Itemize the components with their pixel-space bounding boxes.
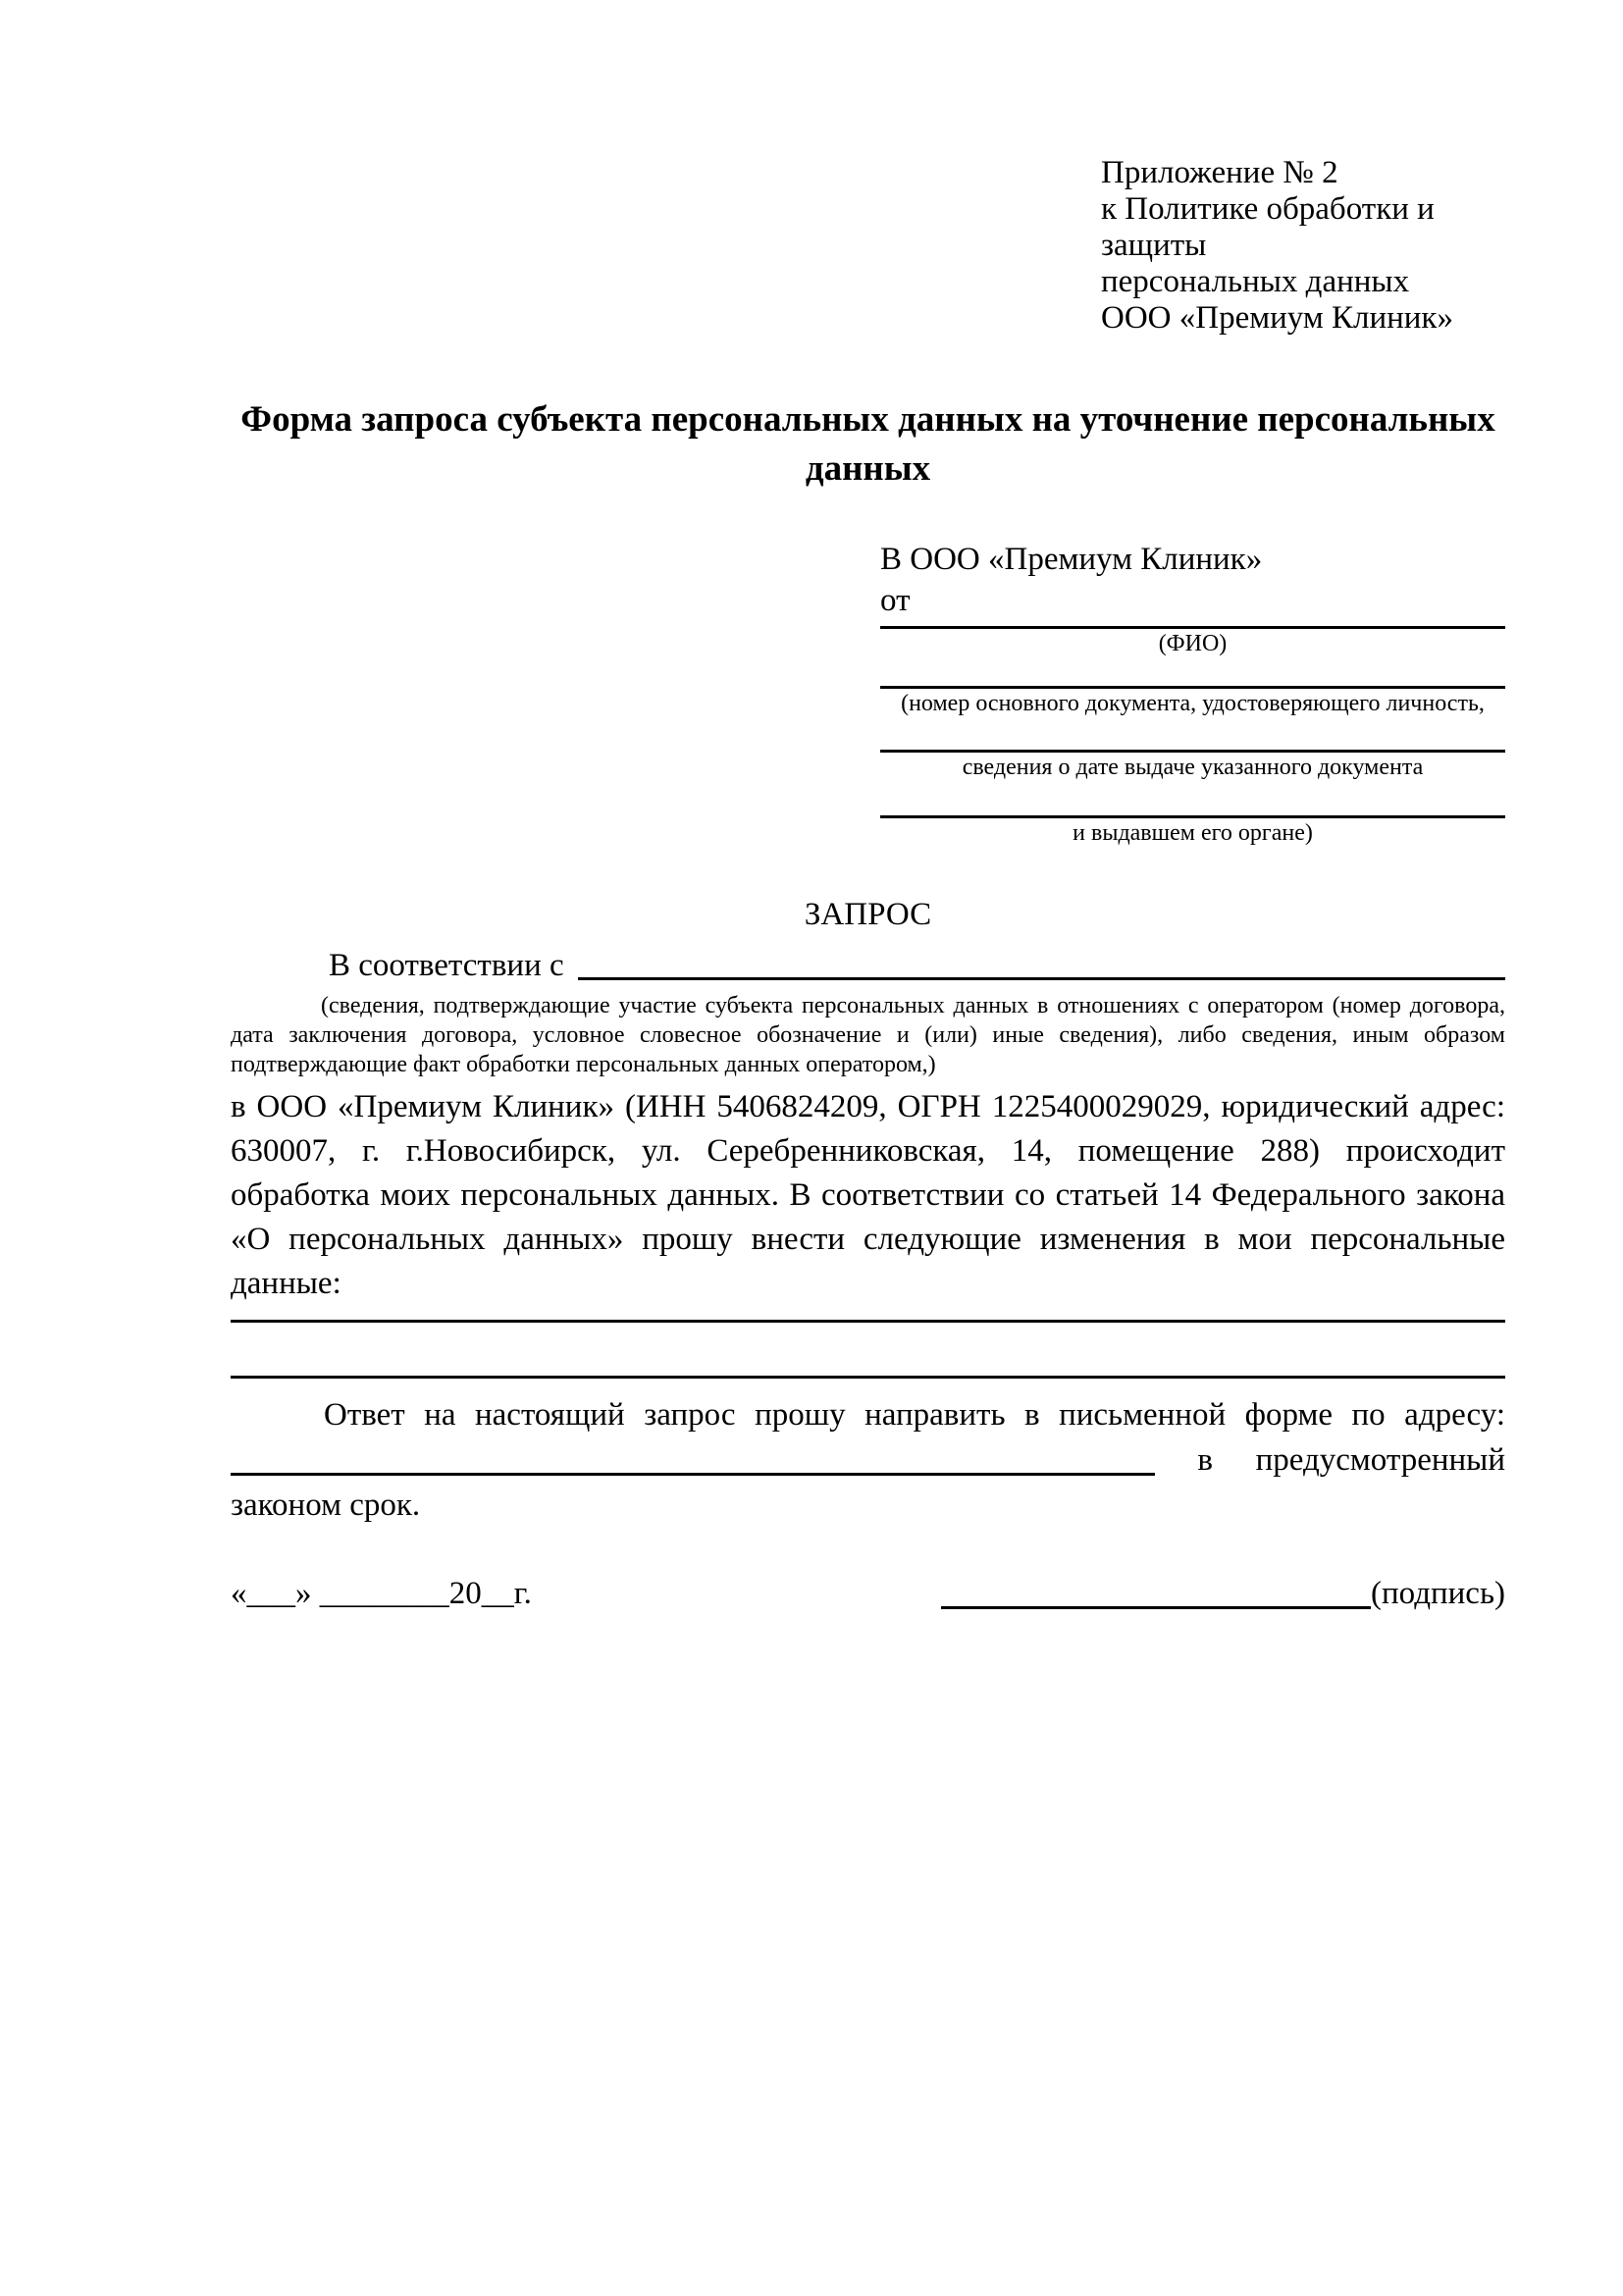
- annex-line: персональных данных: [1101, 264, 1410, 299]
- annex-block: [1101, 155, 1505, 337]
- addressee-block: [880, 539, 1505, 848]
- basis-label: В соответствии с: [329, 948, 564, 983]
- addressee-to: В ООО «Премиум Клиник»: [880, 542, 1263, 577]
- basis-note: (сведения, подтверждающие участие субъекта персональных данных в отношениях с оператором (номер договора, дата заключения договора, условное словесное обозначение и (или) иные сведения), либо сведения, иным образом подтверждающие факт обработки персональных данных оператором,): [231, 993, 1505, 1077]
- signature-caption: (подпись): [1371, 1576, 1505, 1611]
- doc-number-caption: (номер основного документа, удостоверяющего личность,: [901, 691, 1485, 716]
- basis-fill-line[interactable]: [578, 977, 1505, 980]
- request-body: в ООО «Премиум Клиник» (ИНН 5406824209, ОГРН 1225400029029, юридический адрес: 630007, г. г.Новосибирск, ул. Серебренниковская, 14, помещение 288) происходит обработка моих персональных данных. В соответствии со статьей 14 Федерального закона «О персональных данных» прошу внести следующие изменения в мои персональные данные:: [231, 1089, 1505, 1301]
- reply-word-v: в: [1197, 1442, 1213, 1478]
- changes-fill-line-1[interactable]: [231, 1306, 1505, 1323]
- reply-sentence-row: [231, 1392, 1505, 1437]
- reply-tail: законом срок.: [231, 1487, 421, 1523]
- address-fill-line[interactable]: [231, 1473, 1155, 1476]
- document-title: Форма запроса субъекта персональных данных на уточнение персональных данных: [240, 399, 1495, 489]
- issue-org-fill-line[interactable]: [880, 782, 1505, 818]
- reply-address-row: [231, 1437, 1505, 1483]
- doc-number-fill-line[interactable]: [880, 658, 1505, 689]
- issue-date-fill-line[interactable]: [880, 718, 1505, 753]
- reply-sentence: Ответ на настоящий запрос прошу направить в письменной форме по адресу:: [324, 1397, 1505, 1433]
- fio-caption: (ФИО): [1158, 631, 1228, 656]
- footer-row: [231, 1571, 1505, 1616]
- annex-line: ООО «Премиум Клиник»: [1101, 300, 1453, 336]
- reply-word-term: предусмотренный: [1255, 1442, 1505, 1478]
- basis-row: [231, 944, 1505, 987]
- annex-line: к Политике обработки и защиты: [1101, 191, 1435, 263]
- issue-date-caption: сведения о дате выдаче указанного документа: [962, 755, 1424, 780]
- addressee-from-label: от: [880, 583, 911, 618]
- changes-fill-line-2[interactable]: [231, 1323, 1505, 1379]
- request-heading: ЗАПРОС: [804, 897, 932, 932]
- date-blank[interactable]: «___» ________20__г.: [231, 1576, 532, 1611]
- signature-group: [941, 1571, 1505, 1616]
- annex-line: Приложение № 2: [1101, 155, 1338, 190]
- fio-fill-line[interactable]: [880, 621, 1505, 629]
- issue-org-caption: и выдавшем его органе): [1073, 820, 1313, 846]
- signature-fill-line[interactable]: [941, 1606, 1371, 1609]
